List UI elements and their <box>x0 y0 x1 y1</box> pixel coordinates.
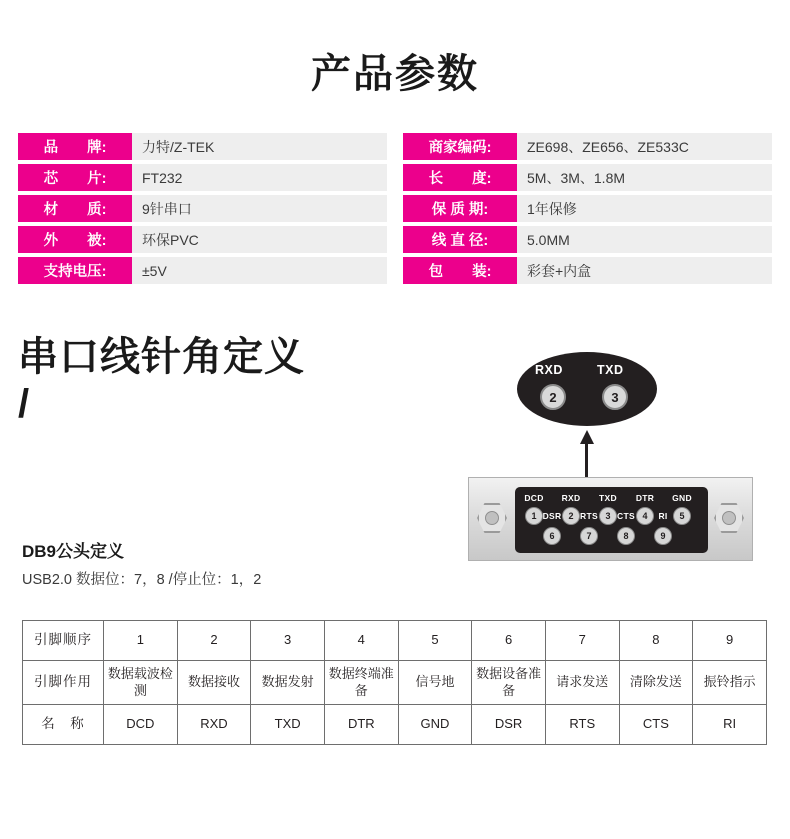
spec-row <box>18 195 387 222</box>
callout-arrow-icon <box>580 430 594 482</box>
cell-order-6: 6 <box>472 621 546 661</box>
spec-value: ZE698、ZE656、ZE533C <box>517 133 772 160</box>
cell-function-1: 数据载波检测 <box>104 661 178 705</box>
spec-row <box>18 133 387 160</box>
cell-name-8: CTS <box>619 705 693 745</box>
db9-pin-4: 4 <box>636 507 654 525</box>
screw-icon-left <box>477 503 507 533</box>
table-row <box>23 705 767 745</box>
spec-value: 力特/Z-TEK <box>132 133 387 160</box>
spec-value: 5.0MM <box>517 226 772 253</box>
db9-label-cts: CTS <box>617 511 635 521</box>
cell-name-4: DTR <box>324 705 398 745</box>
cell-function-3: 数据发射 <box>251 661 325 705</box>
db9-label-dsr: DSR <box>542 511 562 521</box>
cell-function-7: 请求发送 <box>545 661 619 705</box>
cell-name-7: RTS <box>545 705 619 745</box>
spec-key: 长 度: <box>403 164 517 191</box>
spec-row <box>403 195 772 222</box>
db9-connector-shell <box>468 477 753 561</box>
spec-column-right <box>403 133 772 288</box>
db9-label-rxd: RXD <box>561 493 581 503</box>
section-heading-slash: / <box>18 382 31 427</box>
spec-row <box>18 257 387 284</box>
cell-name-1: DCD <box>104 705 178 745</box>
cell-function-8: 清除发送 <box>619 661 693 705</box>
cell-order-4: 4 <box>324 621 398 661</box>
spec-column-left <box>18 133 387 288</box>
spec-key: 芯 片: <box>18 164 132 191</box>
db9-pin-1: 1 <box>525 507 543 525</box>
db9-label-gnd: GND <box>672 493 692 503</box>
spec-row <box>403 226 772 253</box>
cell-order-3: 3 <box>251 621 325 661</box>
db9-pin-5: 5 <box>673 507 691 525</box>
spec-row <box>403 257 772 284</box>
spec-key: 保 质 期: <box>403 195 517 222</box>
callout-label-txd: TXD <box>597 363 624 377</box>
spec-key: 品 牌: <box>18 133 132 160</box>
cell-name-2: RXD <box>177 705 251 745</box>
spec-key: 线 直 径: <box>403 226 517 253</box>
page-title: 产品参数 <box>311 52 479 96</box>
spec-row <box>403 133 772 160</box>
spec-key: 外 被: <box>18 226 132 253</box>
callout-label-rxd: RXD <box>535 363 563 377</box>
callout-pin-2: 2 <box>540 384 566 410</box>
pin-definition-table <box>22 620 767 745</box>
cell-order-1: 1 <box>104 621 178 661</box>
db9-caption-subtitle: USB2.0 数据位：7，8 /停止位：1，2 <box>22 572 262 588</box>
spec-key: 材 质: <box>18 195 132 222</box>
db9-pin-3: 3 <box>599 507 617 525</box>
cell-order-7: 7 <box>545 621 619 661</box>
spec-table <box>18 133 772 288</box>
cell-function-5: 信号地 <box>398 661 472 705</box>
spec-value: 9针串口 <box>132 195 387 222</box>
db9-label-txd: TXD <box>599 493 617 503</box>
spec-row <box>18 226 387 253</box>
cell-function-6: 数据设备准备 <box>472 661 546 705</box>
callout-pin-3: 3 <box>602 384 628 410</box>
spec-value: FT232 <box>132 164 387 191</box>
spec-value: 彩套+内盒 <box>517 257 772 284</box>
spec-value: 环保PVC <box>132 226 387 253</box>
db9-label-rts: RTS <box>580 511 598 521</box>
connector-diagram <box>455 352 775 582</box>
cell-order-5: 5 <box>398 621 472 661</box>
spec-key: 包 装: <box>403 257 517 284</box>
pin-callout-bubble <box>517 352 657 426</box>
db9-label-dcd: DCD <box>524 493 544 503</box>
cell-function-4: 数据终端准备 <box>324 661 398 705</box>
cell-name-6: DSR <box>472 705 546 745</box>
db9-pin-6: 6 <box>543 527 561 545</box>
db9-pin-2: 2 <box>562 507 580 525</box>
table-row <box>23 661 767 705</box>
db9-pin-9: 9 <box>654 527 672 545</box>
db9-caption-title: DB9公头定义 <box>22 542 125 561</box>
db9-label-ri: RI <box>658 511 668 521</box>
spec-value: 5M、3M、1.8M <box>517 164 772 191</box>
spec-key: 支持电压: <box>18 257 132 284</box>
screw-icon-right <box>714 503 744 533</box>
cell-order-8: 8 <box>619 621 693 661</box>
spec-key: 商家编码: <box>403 133 517 160</box>
cell-function-2: 数据接收 <box>177 661 251 705</box>
cell-name-3: TXD <box>251 705 325 745</box>
table-row <box>23 621 767 661</box>
db9-label-dtr: DTR <box>635 493 655 503</box>
cell-order-2: 2 <box>177 621 251 661</box>
row-header-function: 引脚作用 <box>23 661 104 705</box>
cell-function-9: 振铃指示 <box>693 661 767 705</box>
cell-order-9: 9 <box>693 621 767 661</box>
row-header-name: 名 称 <box>23 705 104 745</box>
cell-name-9: RI <box>693 705 767 745</box>
row-header-order: 引脚顺序 <box>23 621 104 661</box>
db9-pin-8: 8 <box>617 527 635 545</box>
spec-row <box>18 164 387 191</box>
section-heading-text: 串口线针角定义 <box>18 335 305 379</box>
db9-pin-field <box>515 487 708 553</box>
spec-value: 1年保修 <box>517 195 772 222</box>
spec-row <box>403 164 772 191</box>
cell-name-5: GND <box>398 705 472 745</box>
spec-value: ±5V <box>132 257 387 284</box>
db9-pin-7: 7 <box>580 527 598 545</box>
